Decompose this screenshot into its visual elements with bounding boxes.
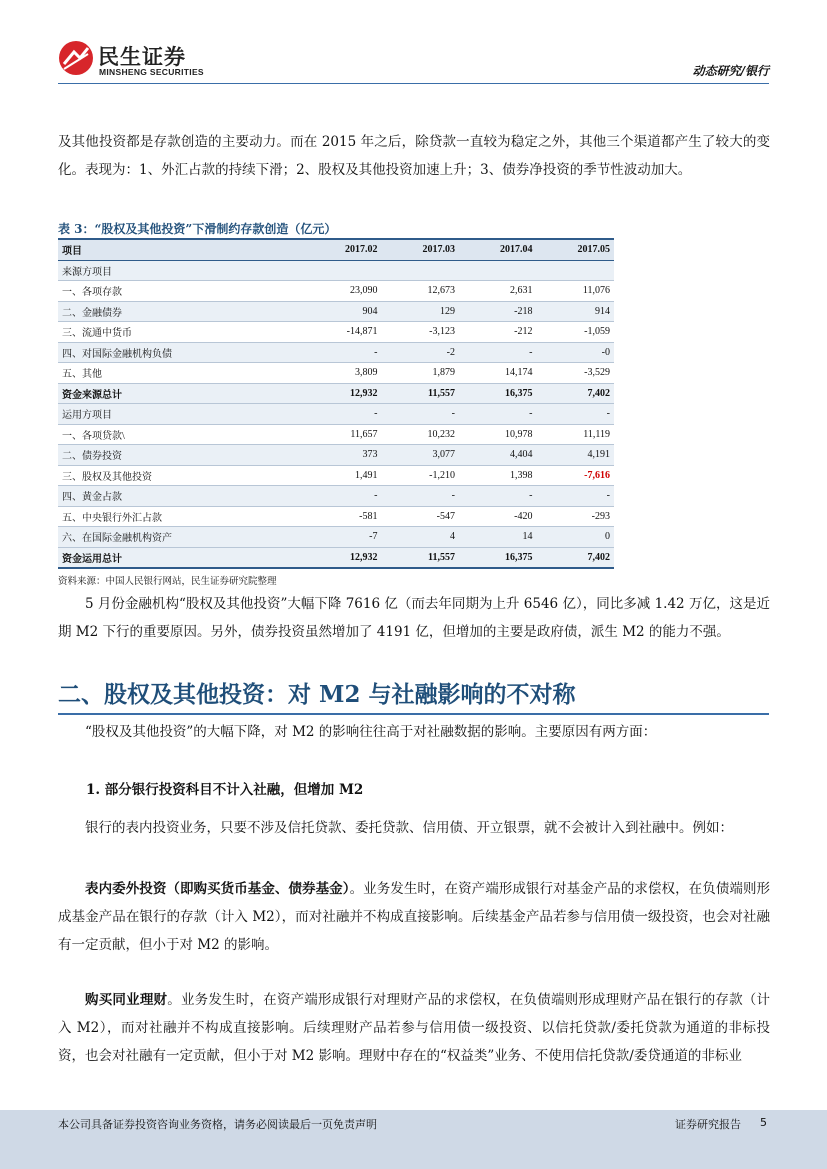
report-category: 动态研究/银行 [692, 64, 769, 78]
table-caption: 表 3：“股权及其他投资”下滑制约存款创造（亿元） [58, 222, 337, 236]
table-cell: 129 [382, 301, 460, 322]
table-row [58, 383, 614, 404]
table-cell: 4 [382, 527, 460, 548]
table-cell [459, 260, 537, 281]
table-cell: - [537, 404, 615, 425]
row-label: 五、中央银行外汇占款 [58, 506, 304, 527]
table-cell [304, 260, 382, 281]
table-cell: - [537, 486, 615, 507]
row-label: 四、对国际金融机构负债 [58, 342, 304, 363]
table-cell: -0 [537, 342, 615, 363]
table-cell: 23,090 [304, 281, 382, 302]
minsheng-logo [58, 40, 218, 80]
table-cell [537, 260, 615, 281]
table-cell: 1,491 [304, 465, 382, 486]
header-divider [58, 83, 769, 84]
row-label: 来源方项目 [58, 260, 304, 281]
table-row [58, 547, 614, 568]
table-cell: -581 [304, 506, 382, 527]
table-cell: 10,978 [459, 424, 537, 445]
table-cell: - [304, 342, 382, 363]
paragraph-on-balance-investment: 银行的表内投资业务，只要不涉及信托贷款、委托贷款、信用债、开立银票，就不会被计入到社融中。例如： [85, 820, 733, 836]
table-cell: 7,402 [537, 547, 615, 568]
row-label: 五、其他 [58, 363, 304, 384]
table-cell: 12,932 [304, 547, 382, 568]
table-cell: - [459, 404, 537, 425]
table-cell: 7,402 [537, 383, 615, 404]
table-row [58, 301, 614, 322]
table-cell: -293 [537, 506, 615, 527]
table-cell: 11,076 [537, 281, 615, 302]
table-cell: -3,529 [537, 363, 615, 384]
table-cell: 12,673 [382, 281, 460, 302]
table-row [58, 342, 614, 363]
table-row [58, 260, 614, 281]
table-row [58, 506, 614, 527]
footer-disclaimer: 本公司具备证券投资咨询业务资格，请务必阅读最后一页免责声明 [58, 1118, 377, 1131]
table-cell: 3,077 [382, 445, 460, 466]
table-cell: -2 [382, 342, 460, 363]
table-cell: 4,404 [459, 445, 537, 466]
table-cell: -547 [382, 506, 460, 527]
table-cell: 914 [537, 301, 615, 322]
table-header-row [58, 239, 614, 260]
row-label: 二、债券投资 [58, 445, 304, 466]
section-title: 二、股权及其他投资：对 M2 与社融影响的不对称 [58, 681, 576, 708]
column-header: 2017.02 [304, 239, 382, 260]
subheading-1: 1. 部分银行投资科目不计入社融，但增加 M2 [86, 782, 364, 798]
row-label: 二、金融债券 [58, 301, 304, 322]
table-cell: 11,119 [537, 424, 615, 445]
row-label: 资金来源总计 [58, 383, 304, 404]
paragraph-m2-decline: 5 月份金融机构“股权及其他投资”大幅下降 7616 亿（而去年同期为上升 6546 亿），同比多减 1.42 万亿，这是近期 M2 下行的重要原因。另外，债券投资虽然增加了 4191 亿，但增加的主要是政府债，派生 M2 的能力不强。 [58, 596, 770, 640]
table-row [58, 486, 614, 507]
intro-paragraph: 及其他投资都是存款创造的主要动力。而在 2015 年之后，除贷款一直较为稳定之外，其他三个渠道都产生了较大的变化。表现为：1、外汇占款的持续下滑；2、股权及其他投资加速上升；3、债券净投资的季节性波动加大。 [58, 134, 770, 178]
column-header: 2017.04 [459, 239, 537, 260]
table-cell: -218 [459, 301, 537, 322]
minsheng-logo-icon [58, 40, 94, 76]
table-cell: - [459, 342, 537, 363]
table-cell: -7 [304, 527, 382, 548]
table-cell: 2,631 [459, 281, 537, 302]
table-row [58, 465, 614, 486]
outsourced-investment-term: 表内委外投资（即购买货币基金、债券基金） [85, 881, 350, 897]
table-cell: 12,932 [304, 383, 382, 404]
row-label: 一、各项贷款\ [58, 424, 304, 445]
table-cell: 3,809 [304, 363, 382, 384]
footer-report-type: 证券研究报告 [675, 1118, 741, 1131]
row-label: 三、流通中货币 [58, 322, 304, 343]
row-label: 运用方项目 [58, 404, 304, 425]
page-number: 5 [760, 1116, 767, 1129]
column-header: 2017.05 [537, 239, 615, 260]
table-row [58, 322, 614, 343]
table-cell: 10,232 [382, 424, 460, 445]
table-row [58, 527, 614, 548]
logo-en-text: MINSHENG SECURITIES [99, 67, 204, 77]
row-label: 一、各项存款 [58, 281, 304, 302]
paragraph-asymmetry: “股权及其他投资”的大幅下降，对 M2 的影响往往高于对社融数据的影响。主要原因有两方面： [85, 724, 657, 740]
table-cell: -14,871 [304, 322, 382, 343]
table-cell: 4,191 [537, 445, 615, 466]
table-cell: 14,174 [459, 363, 537, 384]
outsourced-investment-text: 。业务发生时，在资产端形成银行对基金产品的求偿权，在负债端则形成基金产品在银行的存款（计入 M2），而对社融并不构成直接影响。后续基金产品若参与信用债一级投资，也会对社融有一定贡献，但小于对 M2 的影响。 [58, 881, 771, 953]
table-cell: 11,557 [382, 383, 460, 404]
row-label: 六、在国际金融机构资产 [58, 527, 304, 548]
table-row [58, 363, 614, 384]
logo-cn-text: 民生证券 [98, 45, 186, 69]
table-cell: 11,557 [382, 547, 460, 568]
table-cell: -7,616 [537, 465, 615, 486]
row-label: 资金运用总计 [58, 547, 304, 568]
table-row [58, 424, 614, 445]
table-row [58, 281, 614, 302]
table-cell: 0 [537, 527, 615, 548]
table-cell: - [382, 486, 460, 507]
section-divider [58, 713, 769, 715]
paragraph-outsourced-investment [58, 875, 770, 959]
table-cell: - [382, 404, 460, 425]
table-cell: 1,398 [459, 465, 537, 486]
table-source: 资料来源：中国人民银行网站，民生证券研究院整理 [58, 576, 277, 587]
table-cell [382, 260, 460, 281]
table-cell: -420 [459, 506, 537, 527]
table-row [58, 404, 614, 425]
table-cell: - [459, 486, 537, 507]
table-cell: 16,375 [459, 547, 537, 568]
table-cell: 14 [459, 527, 537, 548]
table-cell: -3,123 [382, 322, 460, 343]
table-cell: -212 [459, 322, 537, 343]
table-cell: - [304, 404, 382, 425]
paragraph-interbank-wmp [58, 986, 770, 1070]
deposit-creation-table [58, 238, 614, 569]
table-cell: 904 [304, 301, 382, 322]
table-cell: 373 [304, 445, 382, 466]
interbank-wmp-term: 购买同业理财 [85, 992, 168, 1008]
table-cell: -1,059 [537, 322, 615, 343]
row-label: 三、股权及其他投资 [58, 465, 304, 486]
table-row [58, 445, 614, 466]
table-cell: -1,210 [382, 465, 460, 486]
table-cell: 1,879 [382, 363, 460, 384]
column-header: 2017.03 [382, 239, 460, 260]
table-cell: - [304, 486, 382, 507]
column-header: 项目 [58, 239, 304, 260]
table-cell: 16,375 [459, 383, 537, 404]
row-label: 四、黄金占款 [58, 486, 304, 507]
table-cell: 11,657 [304, 424, 382, 445]
interbank-wmp-text: 。业务发生时，在资产端形成银行对理财产品的求偿权，在负债端则形成理财产品在银行的存款（计入 M2），而对社融并不构成直接影响。后续理财产品若参与信用债一级投资、以信托贷款/委托贷款为通道的非标投资，也会对社融有一定贡献，但小于对 M2 影响。理财中存在的“权益类”业务、不使用信托贷款/委贷通道的非标业 [58, 992, 771, 1064]
